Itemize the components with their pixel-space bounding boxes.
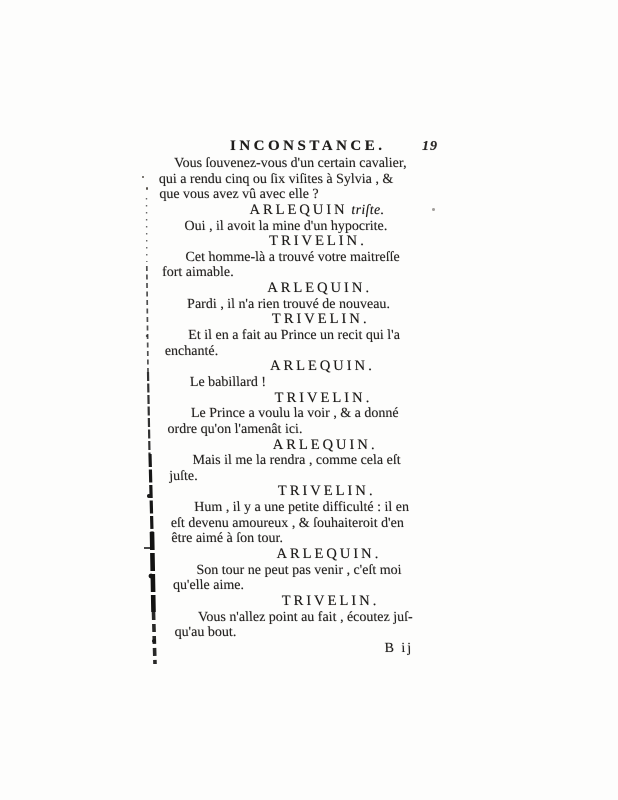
speaker-heading bbox=[166, 391, 449, 407]
speaker-name: TRIVELIN. bbox=[281, 592, 380, 609]
text-line: Hum , il y a une petite difficulté : il en bbox=[194, 500, 410, 516]
text-line: fort aimable. bbox=[161, 265, 234, 281]
speaker-heading bbox=[172, 547, 455, 563]
speaker-heading bbox=[163, 312, 446, 328]
text-line: Et il en a fait au Prince un recit qui l'a bbox=[188, 328, 401, 344]
text-line: Vous n'allez point au fait , écoutez juſ- bbox=[197, 609, 413, 625]
signature-mark: B ij bbox=[384, 640, 414, 656]
page-number: 19 bbox=[422, 139, 438, 154]
speaker-name: TRIVELIN. bbox=[268, 233, 367, 250]
text-line: enchanté. bbox=[164, 343, 219, 359]
page-body bbox=[158, 156, 457, 657]
text-line: Cet homme-là a trouvé votre maitreſſe bbox=[185, 249, 401, 265]
text-line: qui a rendu cinq ou ſix viſites à Sylvia , & bbox=[158, 171, 394, 187]
speaker-heading bbox=[169, 484, 452, 500]
speaker-heading bbox=[161, 234, 444, 250]
speaker-name: ARLEQUIN. bbox=[266, 280, 373, 297]
speaker-name: TRIVELIN. bbox=[271, 311, 370, 328]
running-header-title: INCONSTANCE. bbox=[230, 138, 386, 154]
text-line: ordre qu'on l'amenât ici. bbox=[167, 421, 303, 437]
scan-speck bbox=[146, 187, 148, 190]
text-line: qu'elle aime. bbox=[172, 578, 245, 594]
speaker-name: ARLEQUIN. bbox=[272, 436, 378, 453]
text-line: Le Prince a voulu la voir , & a donné bbox=[190, 406, 399, 422]
text-line: Le babillard ! bbox=[189, 374, 267, 390]
text-line: Vous ſouvenez-vous d'un certain cavalier, bbox=[174, 156, 407, 171]
speaker-name: ARLEQUIN. bbox=[276, 546, 382, 563]
speaker-name: ARLEQUIN. bbox=[269, 358, 375, 375]
speaker-name: ARLEQUIN bbox=[249, 201, 348, 218]
speaker-heading bbox=[168, 438, 451, 454]
text-line: qu'au bout. bbox=[174, 625, 237, 641]
speaker-heading bbox=[162, 281, 445, 297]
speaker-name: TRIVELIN. bbox=[274, 389, 373, 406]
scan-speck bbox=[142, 176, 144, 178]
speaker-name: TRIVELIN. bbox=[277, 483, 376, 500]
stage-direction: triſte. bbox=[347, 202, 385, 218]
text-line: être aimé à ſon tour. bbox=[171, 531, 284, 547]
text-line: eſt devenu amoureux , & ſouhaiteroit d'en bbox=[170, 515, 405, 531]
text-line: juſte. bbox=[168, 468, 198, 484]
text-line: Pardi , il n'a rien trouvé de nouveau. bbox=[186, 296, 391, 312]
speaker-heading bbox=[165, 359, 448, 375]
running-header bbox=[158, 138, 440, 156]
text-line: Oui , il avoit la mine d'un hypocrite. bbox=[184, 218, 388, 234]
text-line: Son tour ne peut pas venir , c'eſt moi bbox=[196, 562, 402, 578]
text-line: que vous avez vû avec elle ? bbox=[159, 187, 319, 203]
text-line: Mais il me la rendra , comme cela eſt bbox=[192, 453, 401, 469]
speaker-heading bbox=[173, 594, 456, 610]
speaker-heading bbox=[160, 203, 443, 219]
